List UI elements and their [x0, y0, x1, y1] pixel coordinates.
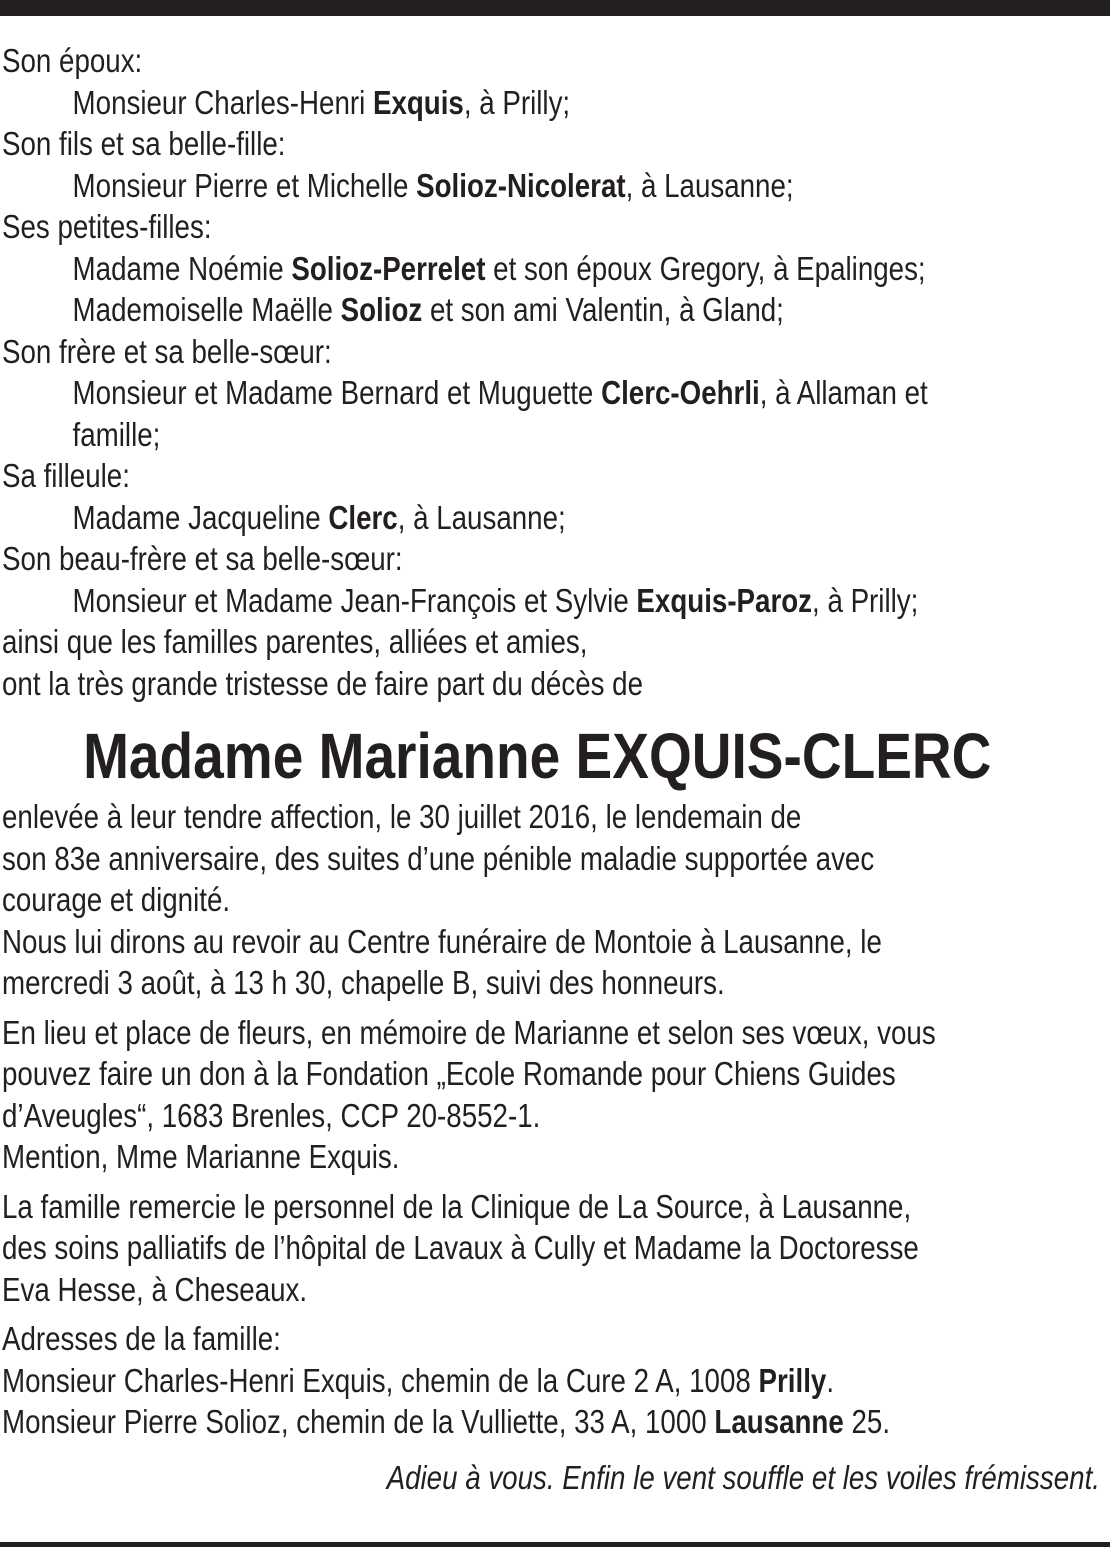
address-suffix: 25. — [843, 1403, 891, 1440]
paragraph-gap — [2, 1004, 1100, 1012]
address-city: Lausanne — [714, 1403, 844, 1440]
deceased-name: Madame Marianne EXQUIS-CLERC — [83, 720, 992, 792]
paragraph-gap — [2, 1310, 1100, 1318]
intro-line: ainsi que les familles parentes, alliées et amies, — [2, 623, 588, 660]
ceremony-line: mercredi 3 août, à 13 h 30, chapelle B, suivi des honneurs. — [2, 964, 725, 1001]
family-entry — [2, 165, 924, 207]
entry-text: Madame Jacqueline — [72, 498, 329, 536]
entry-location: et son époux Gregory, à Epalinges; — [485, 249, 926, 287]
family-entry — [2, 372, 928, 414]
ceremony-line: Nous lui dirons au revoir au Centre funéraire de Montoie à Lausanne, le — [2, 922, 882, 960]
family-group-label: Son époux: — [2, 42, 143, 79]
entry-text: Monsieur et Madame Jean-François et Sylvie — [72, 581, 637, 619]
thanks-line: Eva Hesse, à Cheseaux. — [2, 1270, 308, 1308]
entry-text: Mademoiselle Maëlle — [72, 291, 341, 328]
donation-line: pouvez faire un don à la Fondation „Ecole Romande pour Chiens Guides — [2, 1055, 896, 1092]
family-entry — [2, 289, 924, 331]
donation-line: Mention, Mme Marianne Exquis. — [2, 1138, 400, 1175]
entry-location: , à Prilly; — [463, 83, 571, 121]
entry-text: Monsieur Charles-Henri — [72, 83, 373, 121]
bottom-rule — [0, 1542, 1110, 1547]
family-entry — [2, 82, 924, 124]
entry-text: Monsieur Pierre et Michelle — [72, 166, 417, 204]
entry-text: Madame Noémie — [72, 249, 292, 287]
family-entry — [2, 248, 924, 290]
donation-line: En lieu et place de fleurs, en mémoire de Marianne et selon ses vœux, vous — [2, 1013, 936, 1051]
death-notice-line: enlevée à leur tendre affection, le 30 juillet 2016, le lendemain de — [2, 798, 802, 835]
entry-location: , à Allaman et — [759, 374, 928, 411]
family-group-label: Ses petites-filles: — [2, 208, 212, 245]
entry-location: , à Lausanne; — [397, 498, 566, 536]
closing-quote: Adieu à vous. Enfin le vent souffle et les voiles frémissent. — [386, 1458, 1101, 1496]
family-entry — [2, 497, 924, 539]
family-entry-continuation: famille; — [72, 415, 161, 453]
entry-surname: Clerc-Oehrli — [601, 374, 760, 411]
family-group-label: Sa filleule: — [2, 457, 130, 494]
addresses-label: Adresses de la famille: — [2, 1320, 281, 1357]
address-text: Monsieur Pierre Solioz, chemin de la Vulliette, 33 A, 1000 — [2, 1403, 715, 1440]
entry-location: , à Prilly; — [812, 581, 919, 619]
entry-surname: Solioz — [340, 291, 423, 328]
death-notice-line: courage et dignité. — [2, 881, 231, 918]
intro-line: ont la très grande tristesse de faire part du décès de — [2, 664, 644, 702]
top-rule — [0, 0, 1110, 16]
entry-surname: Exquis-Paroz — [636, 581, 813, 619]
family-group-label: Son frère et sa belle-sœur: — [2, 332, 332, 370]
address-text: Monsieur Charles-Henri Exquis, chemin de la Cure 2 A, 1008 — [2, 1361, 759, 1399]
address-suffix: . — [826, 1361, 835, 1399]
address-line — [2, 1401, 924, 1443]
donation-line: d’Aveugles“, 1683 Brenles, CCP 20-8552-1. — [2, 1096, 541, 1134]
entry-text: Monsieur et Madame Bernard et Muguette — [72, 374, 602, 411]
family-group-label: Son beau-frère et sa belle-sœur: — [2, 540, 403, 577]
entry-location: et son ami Valentin, à Gland; — [422, 291, 784, 328]
family-group-label: Son fils et sa belle-fille: — [2, 125, 286, 162]
entry-surname: Solioz-Perrelet — [291, 249, 486, 287]
thanks-line: des soins palliatifs de l’hôpital de Lavaux à Cully et Madame la Doctoresse — [2, 1229, 919, 1266]
address-line — [2, 1360, 924, 1402]
obituary-notice — [2, 40, 1100, 1498]
address-city: Prilly — [758, 1361, 827, 1399]
family-entry — [2, 580, 924, 622]
paragraph-gap — [2, 1178, 1100, 1186]
entry-surname: Exquis — [372, 83, 464, 121]
thanks-line: La famille remercie le personnel de la Clinique de La Source, à Lausanne, — [2, 1187, 912, 1225]
entry-location: , à Lausanne; — [625, 166, 794, 204]
death-notice-line: son 83e anniversaire, des suites d’une pénible maladie supportée avec — [2, 839, 875, 877]
entry-surname: Clerc — [328, 498, 398, 536]
entry-surname: Solioz-Nicolerat — [416, 166, 626, 204]
